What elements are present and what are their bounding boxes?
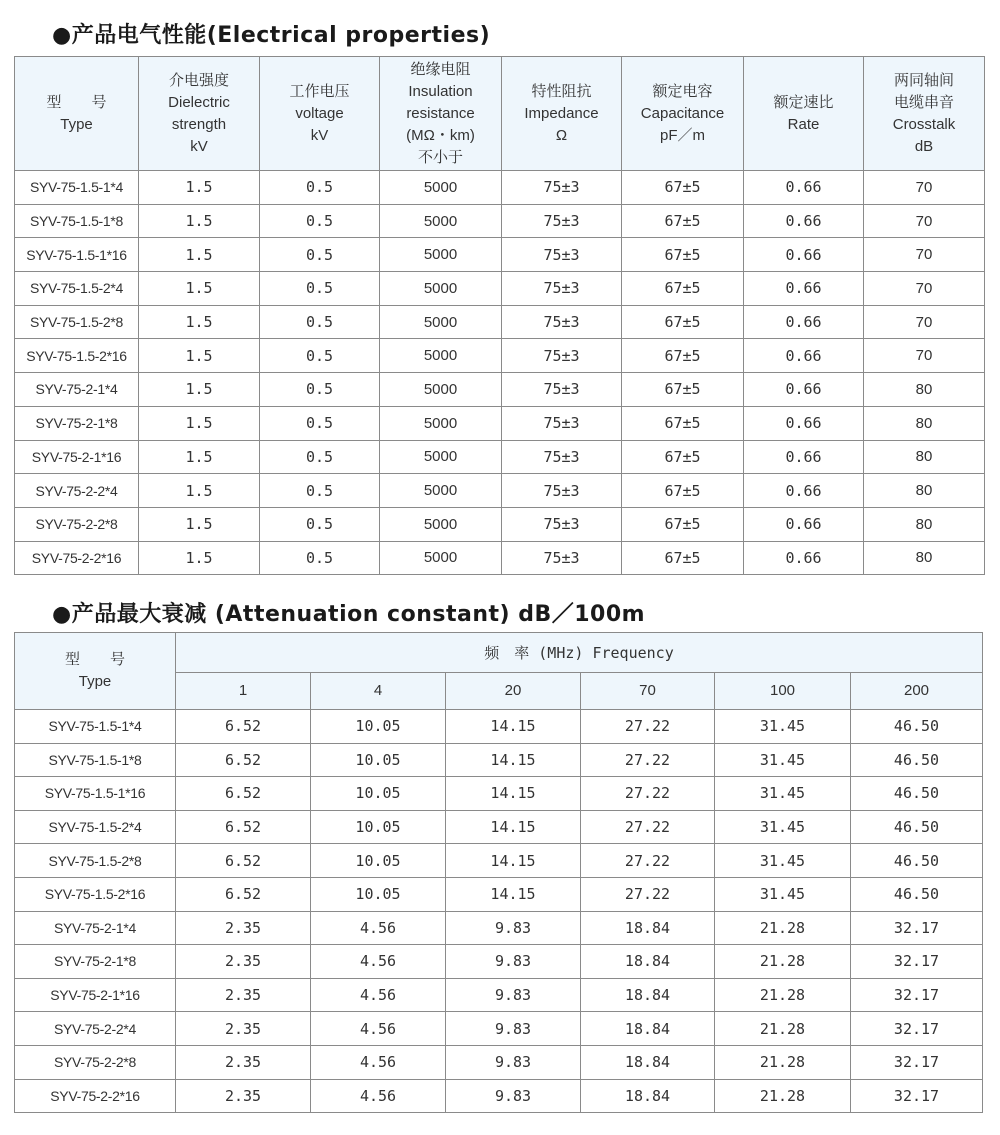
attenuation-cell: 4.56 <box>311 945 446 979</box>
value-cell: 70 <box>864 204 985 238</box>
value-cell: 1.5 <box>139 440 260 474</box>
attenuation-cell: 46.50 <box>851 810 983 844</box>
attenuation-cell: 31.45 <box>715 777 851 811</box>
type-cell: SYV-75-1.5-2*8 <box>15 844 176 878</box>
value-cell: 0.66 <box>744 171 864 205</box>
electrical-header-cell: 工作电压 voltage kV <box>260 57 380 171</box>
attenuation-cell: 21.28 <box>715 1012 851 1046</box>
value-cell: 5000 <box>380 272 502 306</box>
type-cell: SYV-75-1.5-1*8 <box>15 743 176 777</box>
type-cell: SYV-75-1.5-1*8 <box>15 204 139 238</box>
value-cell: 70 <box>864 305 985 339</box>
value-cell: 1.5 <box>139 204 260 238</box>
table-row <box>15 844 983 878</box>
table-row <box>15 710 983 744</box>
value-cell: 75±3 <box>502 339 622 373</box>
attenuation-cell: 18.84 <box>581 911 715 945</box>
attenuation-cell: 9.83 <box>446 1045 581 1079</box>
attenuation-cell: 14.15 <box>446 710 581 744</box>
frequency-cell: 20 <box>446 673 581 710</box>
value-cell: 67±5 <box>622 440 744 474</box>
electrical-table-body <box>15 171 985 575</box>
value-cell: 67±5 <box>622 272 744 306</box>
value-cell: 1.5 <box>139 171 260 205</box>
type-header: 型 号 Type <box>15 633 176 710</box>
value-cell: 1.5 <box>139 373 260 407</box>
attenuation-cell: 6.52 <box>176 810 311 844</box>
value-cell: 70 <box>864 339 985 373</box>
attenuation-cell: 31.45 <box>715 877 851 911</box>
electrical-properties-table <box>14 56 985 575</box>
attenuation-cell: 32.17 <box>851 1012 983 1046</box>
value-cell: 0.5 <box>260 339 380 373</box>
attenuation-cell: 2.35 <box>176 911 311 945</box>
table-row <box>15 777 983 811</box>
type-cell: SYV-75-2-2*16 <box>15 541 139 575</box>
value-cell: 75±3 <box>502 204 622 238</box>
value-cell: 5000 <box>380 339 502 373</box>
type-cell: SYV-75-1.5-1*4 <box>15 710 176 744</box>
attenuation-cell: 14.15 <box>446 777 581 811</box>
attenuation-cell: 10.05 <box>311 877 446 911</box>
value-cell: 1.5 <box>139 541 260 575</box>
value-cell: 80 <box>864 507 985 541</box>
attenuation-cell: 27.22 <box>581 877 715 911</box>
attenuation-cell: 27.22 <box>581 743 715 777</box>
attenuation-cell: 2.35 <box>176 978 311 1012</box>
value-cell: 1.5 <box>139 272 260 306</box>
value-cell: 0.66 <box>744 339 864 373</box>
type-cell: SYV-75-1.5-2*4 <box>15 810 176 844</box>
table-row <box>15 877 983 911</box>
value-cell: 0.5 <box>260 373 380 407</box>
attenuation-cell: 31.45 <box>715 844 851 878</box>
type-cell: SYV-75-1.5-1*16 <box>15 777 176 811</box>
attenuation-cell: 14.15 <box>446 877 581 911</box>
value-cell: 0.5 <box>260 272 380 306</box>
value-cell: 1.5 <box>139 507 260 541</box>
value-cell: 5000 <box>380 238 502 272</box>
attenuation-cell: 9.83 <box>446 1012 581 1046</box>
value-cell: 67±5 <box>622 474 744 508</box>
attenuation-cell: 46.50 <box>851 777 983 811</box>
value-cell: 0.66 <box>744 507 864 541</box>
electrical-header-cell: 特性阻抗 Impedance Ω <box>502 57 622 171</box>
value-cell: 75±3 <box>502 406 622 440</box>
table-row <box>15 238 985 272</box>
attenuation-cell: 4.56 <box>311 1012 446 1046</box>
attenuation-cell: 32.17 <box>851 978 983 1012</box>
attenuation-cell: 27.22 <box>581 710 715 744</box>
value-cell: 1.5 <box>139 305 260 339</box>
value-cell: 0.5 <box>260 171 380 205</box>
value-cell: 0.5 <box>260 440 380 474</box>
table-row <box>15 171 985 205</box>
attenuation-cell: 14.15 <box>446 743 581 777</box>
value-cell: 0.5 <box>260 238 380 272</box>
attenuation-cell: 21.28 <box>715 945 851 979</box>
table-row <box>15 339 985 373</box>
attenuation-cell: 21.28 <box>715 1045 851 1079</box>
type-cell: SYV-75-2-2*8 <box>15 507 139 541</box>
electrical-header-cell: 两同轴间 电缆串音 Crosstalk dB <box>864 57 985 171</box>
value-cell: 5000 <box>380 204 502 238</box>
attenuation-cell: 18.84 <box>581 1079 715 1113</box>
attenuation-cell: 9.83 <box>446 945 581 979</box>
table-row <box>15 1012 983 1046</box>
value-cell: 75±3 <box>502 171 622 205</box>
value-cell: 67±5 <box>622 171 744 205</box>
attenuation-cell: 18.84 <box>581 1012 715 1046</box>
attenuation-cell: 14.15 <box>446 844 581 878</box>
attenuation-cell: 6.52 <box>176 844 311 878</box>
value-cell: 1.5 <box>139 474 260 508</box>
table-row <box>15 440 985 474</box>
table-row <box>15 1079 983 1113</box>
value-cell: 0.66 <box>744 305 864 339</box>
type-cell: SYV-75-2-1*4 <box>15 911 176 945</box>
attenuation-cell: 46.50 <box>851 743 983 777</box>
frequency-cell: 1 <box>176 673 311 710</box>
value-cell: 67±5 <box>622 305 744 339</box>
value-cell: 5000 <box>380 406 502 440</box>
attenuation-cell: 4.56 <box>311 1045 446 1079</box>
value-cell: 70 <box>864 272 985 306</box>
electrical-header-cell: 介电强度 Dielectric strength kV <box>139 57 260 171</box>
value-cell: 0.66 <box>744 474 864 508</box>
value-cell: 67±5 <box>622 507 744 541</box>
value-cell: 67±5 <box>622 541 744 575</box>
attenuation-cell: 2.35 <box>176 945 311 979</box>
table-row <box>15 945 983 979</box>
value-cell: 67±5 <box>622 238 744 272</box>
value-cell: 0.66 <box>744 373 864 407</box>
type-cell: SYV-75-2-1*16 <box>15 440 139 474</box>
attenuation-cell: 46.50 <box>851 710 983 744</box>
type-cell: SYV-75-2-2*16 <box>15 1079 176 1113</box>
type-cell: SYV-75-2-1*8 <box>15 406 139 440</box>
attenuation-header-row <box>15 633 983 673</box>
attenuation-cell: 27.22 <box>581 810 715 844</box>
attenuation-title: ●产品最大衰减 (Attenuation constant) dB／100m <box>52 602 646 627</box>
table-row <box>15 911 983 945</box>
table-row <box>15 810 983 844</box>
value-cell: 0.66 <box>744 204 864 238</box>
attenuation-cell: 9.83 <box>446 911 581 945</box>
attenuation-cell: 9.83 <box>446 1079 581 1113</box>
value-cell: 1.5 <box>139 406 260 440</box>
value-cell: 0.5 <box>260 541 380 575</box>
value-cell: 75±3 <box>502 440 622 474</box>
value-cell: 80 <box>864 541 985 575</box>
value-cell: 5000 <box>380 440 502 474</box>
electrical-header-cell: 额定电容 Capacitance pF／m <box>622 57 744 171</box>
attenuation-cell: 21.28 <box>715 978 851 1012</box>
table-row <box>15 406 985 440</box>
type-cell: SYV-75-2-1*16 <box>15 978 176 1012</box>
type-cell: SYV-75-2-1*4 <box>15 373 139 407</box>
value-cell: 67±5 <box>622 406 744 440</box>
value-cell: 67±5 <box>622 339 744 373</box>
table-row <box>15 541 985 575</box>
attenuation-cell: 21.28 <box>715 1079 851 1113</box>
value-cell: 0.66 <box>744 272 864 306</box>
value-cell: 70 <box>864 171 985 205</box>
value-cell: 5000 <box>380 373 502 407</box>
attenuation-cell: 21.28 <box>715 911 851 945</box>
type-cell: SYV-75-2-2*4 <box>15 474 139 508</box>
value-cell: 80 <box>864 440 985 474</box>
attenuation-cell: 32.17 <box>851 1045 983 1079</box>
value-cell: 70 <box>864 238 985 272</box>
attenuation-cell: 4.56 <box>311 911 446 945</box>
value-cell: 1.5 <box>139 238 260 272</box>
type-cell: SYV-75-2-2*4 <box>15 1012 176 1046</box>
frequency-cell: 70 <box>581 673 715 710</box>
value-cell: 0.5 <box>260 474 380 508</box>
type-cell: SYV-75-1.5-2*16 <box>15 339 139 373</box>
frequency-cell: 200 <box>851 673 983 710</box>
table-row <box>15 474 985 508</box>
value-cell: 0.66 <box>744 406 864 440</box>
attenuation-cell: 18.84 <box>581 978 715 1012</box>
value-cell: 67±5 <box>622 204 744 238</box>
value-cell: 5000 <box>380 171 502 205</box>
attenuation-cell: 14.15 <box>446 810 581 844</box>
attenuation-cell: 2.35 <box>176 1012 311 1046</box>
electrical-properties-title: ●产品电气性能(Electrical properties) <box>52 23 491 48</box>
frequency-cell: 4 <box>311 673 446 710</box>
attenuation-cell: 10.05 <box>311 777 446 811</box>
value-cell: 75±3 <box>502 474 622 508</box>
attenuation-cell: 32.17 <box>851 911 983 945</box>
value-cell: 0.66 <box>744 541 864 575</box>
type-cell: SYV-75-2-1*8 <box>15 945 176 979</box>
attenuation-cell: 31.45 <box>715 810 851 844</box>
value-cell: 80 <box>864 474 985 508</box>
attenuation-cell: 10.05 <box>311 743 446 777</box>
electrical-header-cell: 绝缘电阻 Insulation resistance (MΩ・km) 不小于 <box>380 57 502 171</box>
table-row <box>15 1045 983 1079</box>
type-cell: SYV-75-2-2*8 <box>15 1045 176 1079</box>
attenuation-cell: 6.52 <box>176 743 311 777</box>
electrical-header-cell: 额定速比 Rate <box>744 57 864 171</box>
frequency-cell: 100 <box>715 673 851 710</box>
value-cell: 0.5 <box>260 305 380 339</box>
type-cell: SYV-75-1.5-2*16 <box>15 877 176 911</box>
value-cell: 75±3 <box>502 238 622 272</box>
value-cell: 75±3 <box>502 272 622 306</box>
attenuation-table-body <box>15 710 983 1113</box>
attenuation-cell: 6.52 <box>176 710 311 744</box>
value-cell: 75±3 <box>502 541 622 575</box>
value-cell: 0.66 <box>744 238 864 272</box>
attenuation-cell: 9.83 <box>446 978 581 1012</box>
attenuation-cell: 32.17 <box>851 1079 983 1113</box>
value-cell: 0.5 <box>260 406 380 440</box>
value-cell: 0.66 <box>744 440 864 474</box>
frequency-header: 频 率 (MHz) Frequency <box>176 633 983 673</box>
value-cell: 5000 <box>380 305 502 339</box>
attenuation-cell: 27.22 <box>581 844 715 878</box>
value-cell: 1.5 <box>139 339 260 373</box>
value-cell: 67±5 <box>622 373 744 407</box>
attenuation-cell: 46.50 <box>851 877 983 911</box>
attenuation-cell: 2.35 <box>176 1079 311 1113</box>
value-cell: 75±3 <box>502 507 622 541</box>
value-cell: 80 <box>864 406 985 440</box>
attenuation-cell: 6.52 <box>176 877 311 911</box>
value-cell: 0.5 <box>260 204 380 238</box>
attenuation-cell: 4.56 <box>311 978 446 1012</box>
attenuation-cell: 6.52 <box>176 777 311 811</box>
type-cell: SYV-75-1.5-1*4 <box>15 171 139 205</box>
value-cell: 5000 <box>380 541 502 575</box>
attenuation-cell: 18.84 <box>581 1045 715 1079</box>
value-cell: 0.5 <box>260 507 380 541</box>
value-cell: 75±3 <box>502 373 622 407</box>
attenuation-cell: 4.56 <box>311 1079 446 1113</box>
table-row <box>15 272 985 306</box>
attenuation-cell: 31.45 <box>715 743 851 777</box>
attenuation-cell: 2.35 <box>176 1045 311 1079</box>
attenuation-cell: 32.17 <box>851 945 983 979</box>
value-cell: 5000 <box>380 507 502 541</box>
table-row <box>15 373 985 407</box>
value-cell: 5000 <box>380 474 502 508</box>
value-cell: 80 <box>864 373 985 407</box>
type-cell: SYV-75-1.5-2*4 <box>15 272 139 306</box>
type-cell: SYV-75-1.5-1*16 <box>15 238 139 272</box>
attenuation-cell: 27.22 <box>581 777 715 811</box>
attenuation-cell: 10.05 <box>311 844 446 878</box>
table-row <box>15 743 983 777</box>
table-row <box>15 204 985 238</box>
table-row <box>15 305 985 339</box>
table-row <box>15 978 983 1012</box>
attenuation-cell: 18.84 <box>581 945 715 979</box>
attenuation-table <box>14 632 983 1113</box>
attenuation-cell: 46.50 <box>851 844 983 878</box>
electrical-header-row <box>15 57 985 171</box>
attenuation-cell: 10.05 <box>311 810 446 844</box>
electrical-header-cell: 型 号 Type <box>15 57 139 171</box>
attenuation-cell: 10.05 <box>311 710 446 744</box>
value-cell: 75±3 <box>502 305 622 339</box>
type-cell: SYV-75-1.5-2*8 <box>15 305 139 339</box>
attenuation-cell: 31.45 <box>715 710 851 744</box>
table-row <box>15 507 985 541</box>
